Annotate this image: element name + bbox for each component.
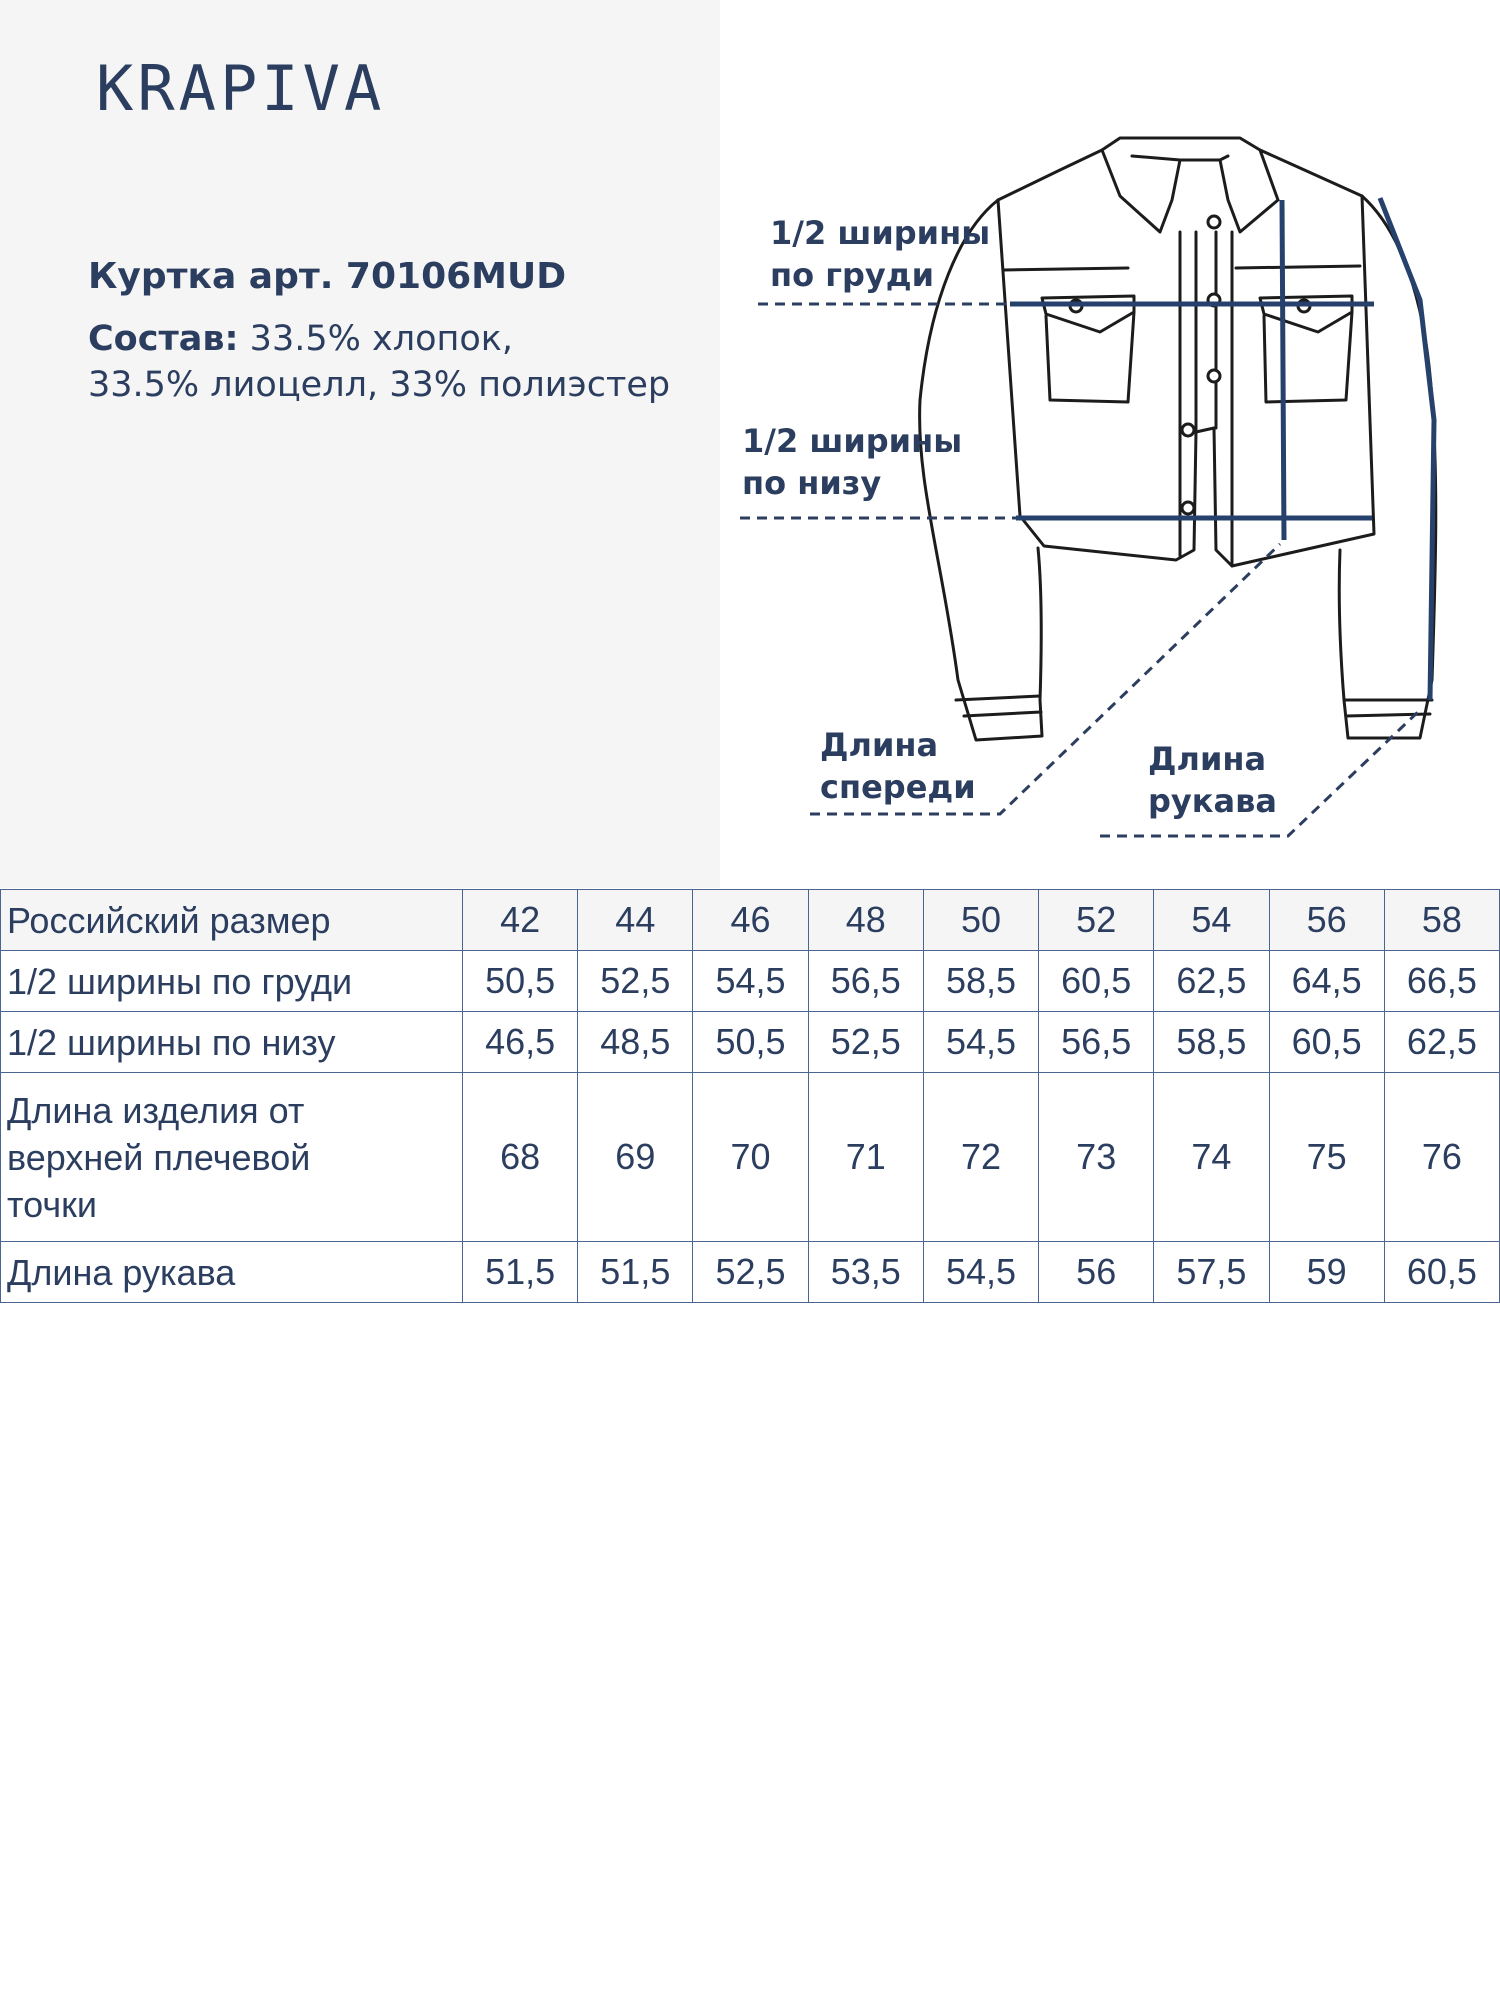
table-row	[1, 951, 1500, 1012]
value-cell: 56,5	[808, 951, 923, 1012]
value-cell: 59	[1269, 1242, 1384, 1303]
value-cell: 50,5	[693, 1012, 808, 1073]
table-row	[1, 1242, 1500, 1303]
size-cell: 56	[1269, 890, 1384, 951]
sleeve-length-line	[1380, 198, 1434, 700]
brand-logo: KRAPIVA	[96, 52, 386, 125]
value-cell: 54,5	[923, 1012, 1038, 1073]
size-table	[0, 889, 1500, 1303]
value-cell: 50,5	[463, 951, 578, 1012]
left-pocket	[1042, 296, 1134, 402]
size-cell: 54	[1154, 890, 1269, 951]
right-sleeve	[1339, 196, 1436, 738]
jacket-sketch	[720, 0, 1500, 888]
size-cell: 46	[693, 890, 808, 951]
composition	[88, 316, 708, 408]
value-cell: 68	[463, 1073, 578, 1242]
value-cell: 52,5	[578, 951, 693, 1012]
info-panel	[0, 0, 720, 888]
value-cell: 64,5	[1269, 951, 1384, 1012]
value-cell: 51,5	[463, 1242, 578, 1303]
value-cell: 51,5	[578, 1242, 693, 1303]
value-cell: 73	[1039, 1073, 1154, 1242]
value-cell: 76	[1384, 1073, 1499, 1242]
row-label: Длина рукава	[1, 1242, 463, 1303]
table-row	[1, 1073, 1500, 1242]
value-cell: 58,5	[923, 951, 1038, 1012]
size-cell: 44	[578, 890, 693, 951]
size-cell: 50	[923, 890, 1038, 951]
value-cell: 75	[1269, 1073, 1384, 1242]
value-cell: 62,5	[1154, 951, 1269, 1012]
row-label: 1/2 ширины по низу	[1, 1012, 463, 1073]
value-cell: 46,5	[463, 1012, 578, 1073]
value-cell: 70	[693, 1073, 808, 1242]
value-cell: 72	[923, 1073, 1038, 1242]
row-label: Длина изделия от верхней плечевой точки	[1, 1073, 463, 1242]
table-header-row	[1, 890, 1500, 951]
value-cell: 56,5	[1039, 1012, 1154, 1073]
value-cell: 74	[1154, 1073, 1269, 1242]
front-length-line	[1282, 200, 1284, 540]
chest-label: 1/2 ширины по груди	[770, 214, 991, 294]
value-cell: 57,5	[1154, 1242, 1269, 1303]
value-cell: 60,5	[1269, 1012, 1384, 1073]
size-cell: 42	[463, 890, 578, 951]
composition-line-2: 33.5% лиоцелл, 33% полиэстер	[88, 365, 671, 405]
value-cell: 52,5	[808, 1012, 923, 1073]
collar	[1102, 138, 1278, 232]
value-cell: 54,5	[923, 1242, 1038, 1303]
value-cell: 60,5	[1039, 951, 1154, 1012]
composition-label: Состав:	[88, 319, 239, 359]
value-cell: 60,5	[1384, 1242, 1499, 1303]
value-cell: 58,5	[1154, 1012, 1269, 1073]
value-cell: 66,5	[1384, 951, 1499, 1012]
value-cell: 53,5	[808, 1242, 923, 1303]
front-length-label: Длина спереди	[820, 726, 976, 806]
value-cell: 62,5	[1384, 1012, 1499, 1073]
size-cell: 58	[1384, 890, 1499, 951]
value-cell: 52,5	[693, 1242, 808, 1303]
value-cell: 69	[578, 1073, 693, 1242]
composition-line-1: 33.5% хлопок,	[249, 319, 514, 359]
value-cell: 71	[808, 1073, 923, 1242]
value-cell: 54,5	[693, 951, 808, 1012]
hem-label: 1/2 ширины по низу	[742, 422, 963, 502]
value-cell: 48,5	[578, 1012, 693, 1073]
sleeve-length-label: Длина рукава	[1148, 740, 1277, 820]
table-row	[1, 1012, 1500, 1073]
header-label: Российский размер	[1, 890, 463, 951]
row-label: 1/2 ширины по груди	[1, 951, 463, 1012]
product-title: Куртка арт. 70106MUD	[88, 256, 567, 297]
size-cell: 52	[1039, 890, 1154, 951]
size-cell: 48	[808, 890, 923, 951]
value-cell: 56	[1039, 1242, 1154, 1303]
